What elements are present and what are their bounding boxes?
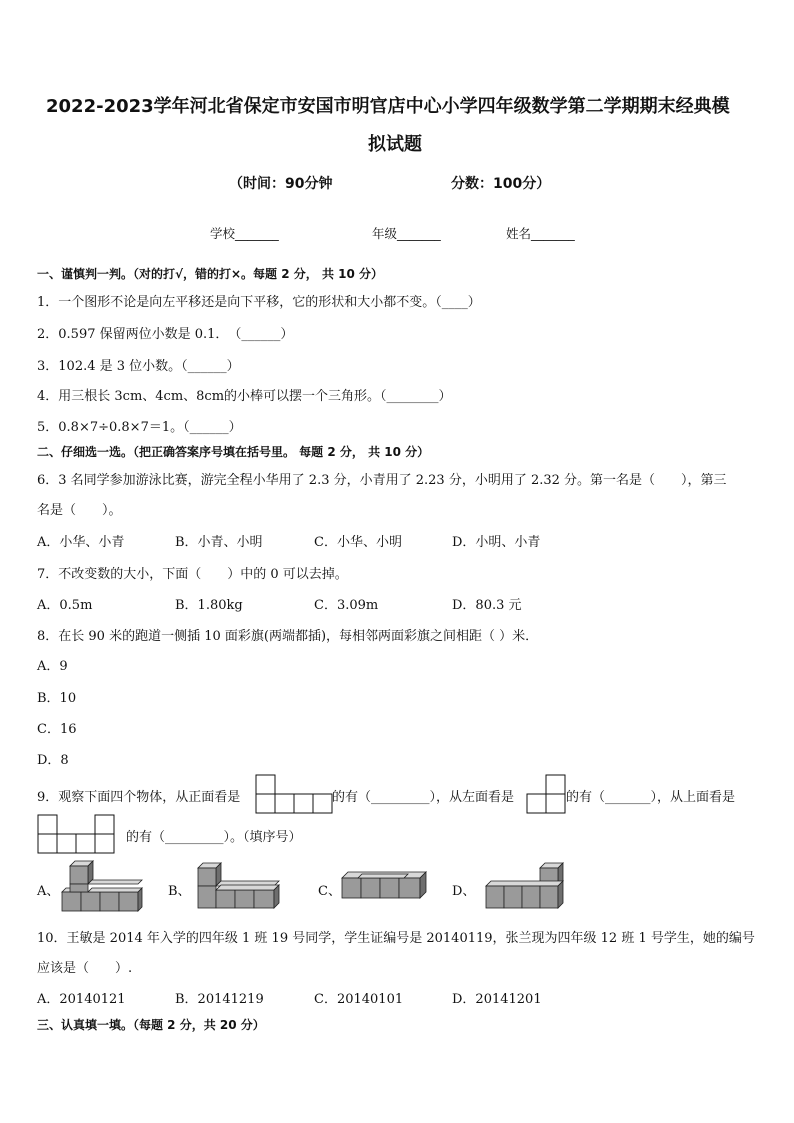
q8-option-c: C．16	[37, 722, 77, 737]
q9-option-b-figure	[196, 862, 284, 912]
q7-option-b: B．1.80kg	[175, 598, 243, 613]
q9-option-c-label: C、	[318, 884, 341, 899]
q10-option-d: D．20141201	[452, 992, 542, 1007]
q10-option-b: B．20141219	[175, 992, 264, 1007]
school-field: 学校_______	[210, 226, 279, 241]
name-field: 姓名_______	[506, 226, 575, 241]
q8-option-d: D．8	[37, 753, 69, 768]
q8-option-b: B．10	[37, 691, 77, 706]
q9-option-a-label: A、	[37, 884, 60, 899]
exam-time: （时间：90分钟	[229, 176, 333, 192]
section2-heading: 二、仔细选一选。（把正确答案序号填在括号里。 每题 2 分， 共 10 分）	[37, 445, 430, 459]
left-view-figure	[527, 775, 565, 813]
exam-score: 分数：100分）	[451, 176, 551, 192]
question-6-line2: 名是（ ）。	[37, 503, 122, 518]
question-9-part2: 的有（_________），从左面看是	[332, 790, 515, 805]
question-9-part4: 的有（_________）。（填序号）	[126, 830, 302, 845]
section1-heading: 一、谨慎判一判。（对的打√，错的打×。每题 2 分， 共 10 分）	[37, 267, 383, 281]
question-9-part1: 9．观察下面四个物体，从正面看是	[37, 790, 241, 805]
q6-option-b: B．小青、小明	[175, 535, 263, 550]
front-view-figure	[256, 775, 332, 813]
question-3: 3．102.4 是 3 位小数。（______）	[37, 359, 240, 374]
q10-option-a: A．20140121	[37, 992, 126, 1007]
grade-field: 年级_______	[372, 226, 441, 241]
q9-option-b-label: B、	[168, 884, 191, 899]
page-title-line1: 2022-2023学年河北省保定市安国市明官店中心小学四年级数学第二学期期末经典模	[46, 96, 730, 117]
question-1: 1．一个图形不论是向左平移还是向下平移，它的形状和大小都不变。（____）	[37, 295, 481, 310]
q9-option-a-figure	[60, 860, 142, 912]
question-5: 5．0.8×7÷0.8×7＝1。（______）	[37, 420, 242, 435]
question-6-line1: 6．3 名同学参加游泳比赛，游完全程小华用了 2.3 分，小青用了 2.23 分，小明用了 2.32 分。第一名是（ ），第三	[37, 473, 727, 488]
q9-option-d-label: D、	[452, 884, 476, 899]
q9-option-d-figure	[484, 862, 574, 912]
q8-option-a: A．9	[37, 659, 68, 674]
q6-option-c: C．小华、小明	[314, 535, 402, 550]
question-8: 8．在长 90 米的跑道一侧插 10 面彩旗(两端都插)，每相邻两面彩旗之间相距（ ）米．	[37, 629, 539, 644]
question-2: 2．0.597 保留两位小数是 0.1． （______）	[37, 327, 294, 342]
top-view-figure	[38, 815, 114, 853]
q7-option-a: A．0.5m	[37, 598, 93, 613]
page-title-line2: 拟试题	[368, 134, 422, 155]
q6-option-a: A．小华、小青	[37, 535, 125, 550]
question-10-line2: 应该是（ ）.	[37, 961, 133, 976]
q7-option-c: C．3.09m	[314, 598, 379, 613]
q10-option-c: C．20140101	[314, 992, 404, 1007]
question-7: 7．不改变数的大小，下面（ ）中的 0 可以去掉。	[37, 567, 348, 582]
question-9-part3: 的有（_______），从上面看是	[566, 790, 736, 805]
q6-option-d: D．小明、小青	[452, 535, 541, 550]
q9-option-c-figure	[340, 868, 430, 908]
question-10-line1: 10．王敏是 2014 年入学的四年级 1 班 19 号同学，学生证编号是 20140119，张兰现为四年级 12 班 1 号学生，她的编号	[37, 931, 755, 946]
q7-option-d: D．80.3 元	[452, 598, 522, 613]
section3-heading: 三、认真填一填。（每题 2 分，共 20 分）	[37, 1018, 265, 1032]
question-4: 4．用三根长 3cm、4cm、8cm的小棒可以摆一个三角形。（________）	[37, 389, 452, 404]
